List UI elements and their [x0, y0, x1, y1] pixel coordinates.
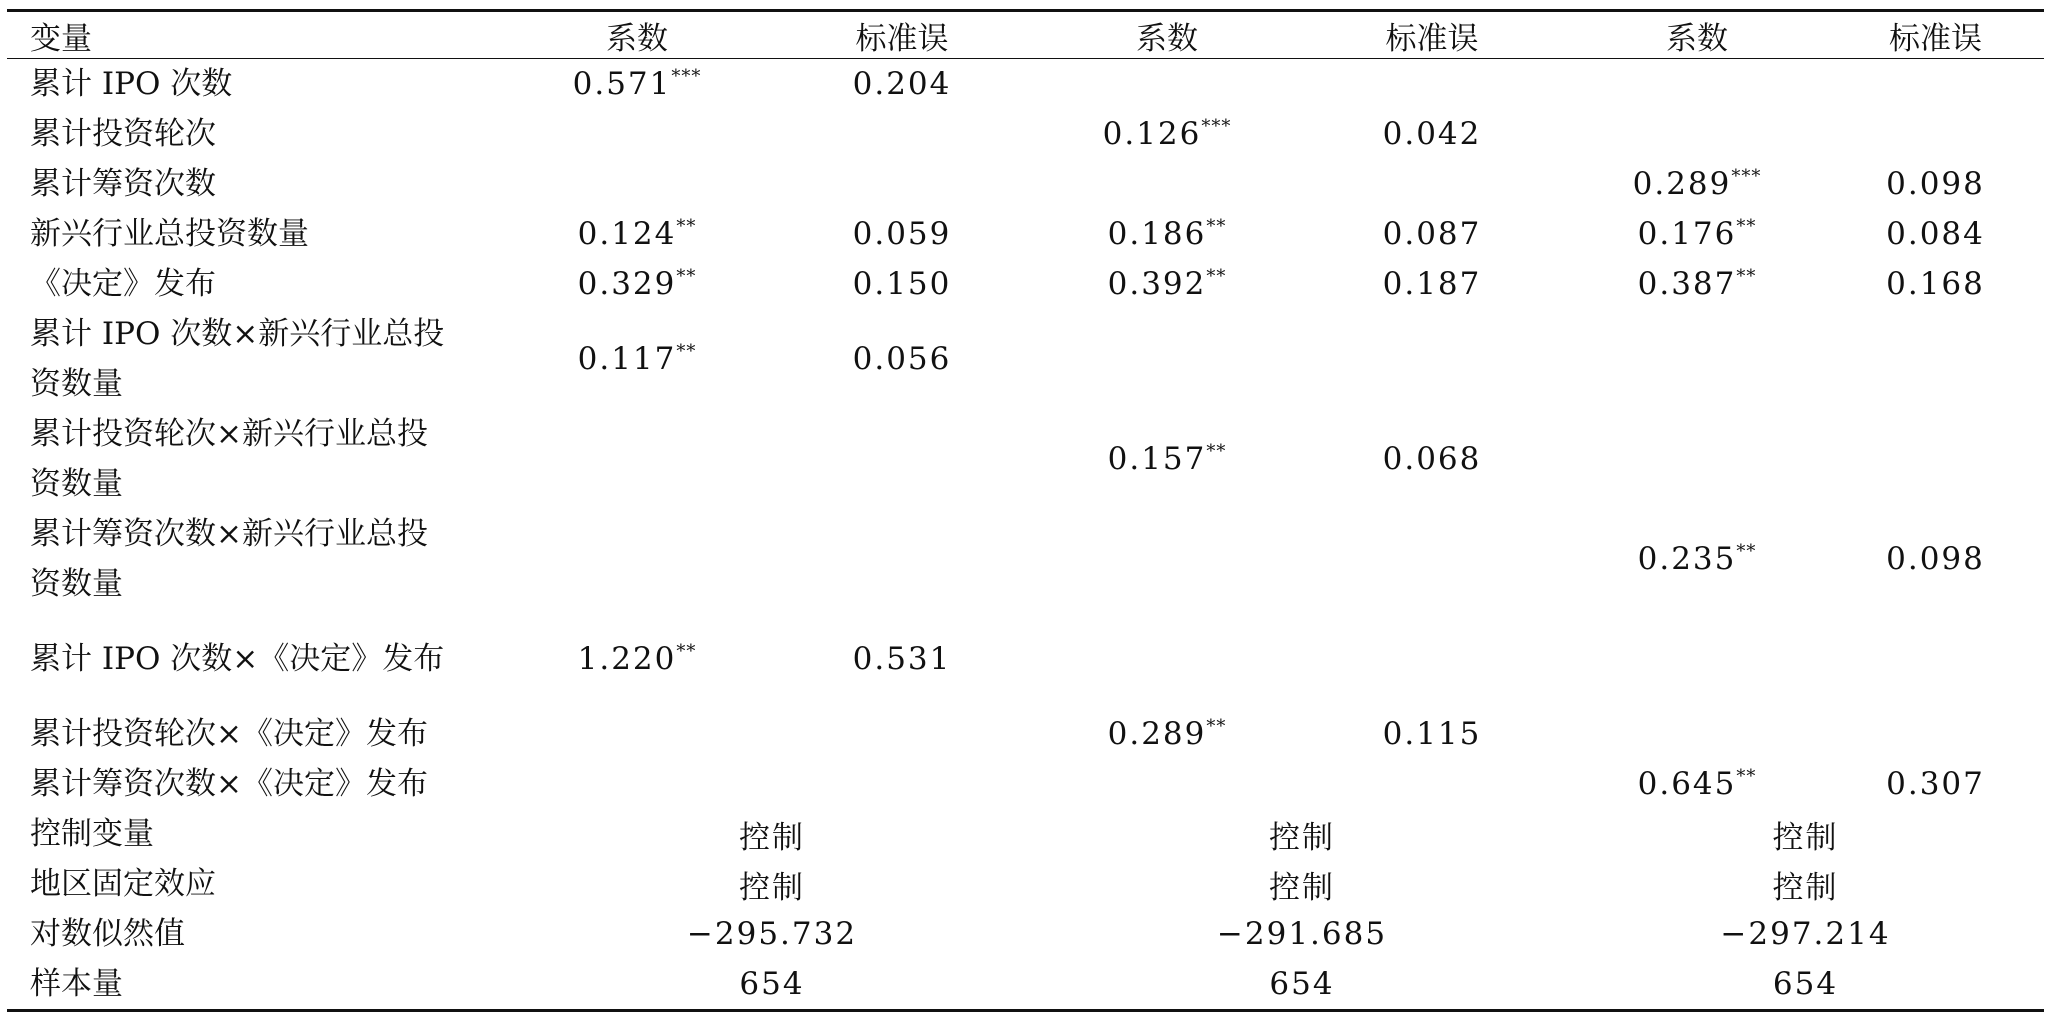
- coef-cell: [1567, 541, 1827, 577]
- cell-value: 0.645: [1637, 766, 1737, 802]
- coef-cell: [1567, 166, 1827, 202]
- model-summary-cell: 654: [1269, 966, 1335, 1002]
- coef-cell: [507, 266, 767, 302]
- table-row: [7, 609, 2044, 709]
- cell-value: 0.124: [577, 216, 677, 252]
- row-label: 对数似然值: [30, 916, 185, 952]
- significance-stars: **: [1206, 216, 1227, 237]
- coef-cell: [1567, 216, 1827, 252]
- table-row: [7, 209, 2044, 259]
- model-summary-cell: −291.685: [1216, 916, 1388, 952]
- cell-value: 0.235: [1637, 541, 1737, 577]
- se-cell: [767, 66, 1037, 102]
- header-se-2: 标准误: [1385, 20, 1479, 57]
- table-row: [7, 409, 2044, 509]
- cell-value: 0.186: [1107, 216, 1207, 252]
- significance-stars: ***: [1201, 116, 1232, 137]
- table-row: [7, 309, 2044, 409]
- cell-value: 0.087: [1382, 216, 1482, 252]
- model-summary-cell: 控制: [739, 819, 805, 856]
- se-cell: [1297, 441, 1567, 477]
- table-row: [7, 159, 2044, 209]
- row-label: 控制变量: [30, 816, 154, 852]
- significance-stars: **: [1206, 441, 1227, 462]
- footer-row: [7, 809, 2044, 859]
- table-row: [7, 709, 2044, 759]
- table-row: [7, 259, 2044, 309]
- cell-value: 0.084: [1886, 216, 1985, 252]
- cell-value: 0.115: [1382, 716, 1482, 752]
- footer-row: [7, 859, 2044, 909]
- coef-cell: [1037, 216, 1297, 252]
- se-cell: [1827, 266, 2044, 302]
- coef-cell: [1567, 766, 1827, 802]
- cell-value: 1.220: [577, 641, 677, 677]
- cell-value: 0.056: [852, 341, 952, 377]
- table-body: [7, 59, 2044, 1009]
- row-label: 新兴行业总投资数量: [30, 216, 309, 252]
- cell-value: 0.176: [1637, 216, 1737, 252]
- significance-stars: **: [1206, 716, 1227, 737]
- cell-value: 0.168: [1886, 266, 1985, 302]
- cell-value: 0.059: [852, 216, 952, 252]
- header-coef-2: 系数: [1136, 20, 1198, 57]
- row-label: 《决定》发布: [30, 266, 216, 302]
- se-cell: [1827, 166, 2044, 202]
- footer-row: [7, 959, 2044, 1009]
- coef-cell: [1567, 266, 1827, 302]
- model-summary-cell: 控制: [1772, 869, 1839, 906]
- significance-stars: **: [676, 266, 697, 287]
- model-summary-cell: −297.214: [1720, 916, 1891, 952]
- row-label: 样本量: [30, 966, 123, 1002]
- cell-value: 0.150: [852, 266, 952, 302]
- table-row: [7, 509, 2044, 609]
- row-label: 累计投资轮次×新兴行业总投资数量: [30, 416, 428, 502]
- cell-value: 0.042: [1382, 116, 1482, 152]
- row-label: 累计 IPO 次数: [30, 66, 233, 102]
- model-summary-cell: 控制: [1269, 869, 1335, 906]
- significance-stars: **: [676, 341, 697, 362]
- se-cell: [767, 266, 1037, 302]
- cell-value: 0.068: [1382, 441, 1482, 477]
- cell-value: 0.126: [1102, 116, 1202, 152]
- cell-value: 0.307: [1886, 766, 1985, 802]
- significance-stars: **: [676, 216, 697, 237]
- se-cell: [1827, 216, 2044, 252]
- cell-value: 0.098: [1886, 541, 1985, 577]
- cell-value: 0.392: [1107, 266, 1207, 302]
- cell-value: 0.387: [1637, 266, 1737, 302]
- coef-cell: [1037, 116, 1297, 152]
- significance-stars: **: [1736, 216, 1757, 237]
- model-summary-cell: −295.732: [686, 916, 858, 952]
- significance-stars: **: [1736, 766, 1757, 787]
- row-label: 累计 IPO 次数×《决定》发布: [30, 641, 445, 677]
- cell-value: 0.098: [1886, 166, 1985, 202]
- cell-value: 0.187: [1382, 266, 1482, 302]
- header-variable: 变量: [30, 20, 92, 57]
- coef-cell: [507, 641, 767, 677]
- se-cell: [1297, 266, 1567, 302]
- se-cell: [767, 341, 1037, 377]
- model-summary-cell: 控制: [1269, 819, 1335, 856]
- coef-cell: [1037, 441, 1297, 477]
- se-cell: [767, 216, 1037, 252]
- cell-value: 0.157: [1107, 441, 1207, 477]
- table-row: [7, 109, 2044, 159]
- header-row: [7, 12, 2044, 58]
- row-label: 累计筹资次数: [30, 166, 216, 202]
- significance-stars: **: [1736, 266, 1757, 287]
- se-cell: [1297, 116, 1567, 152]
- model-summary-cell: 控制: [1772, 819, 1839, 856]
- footer-row: [7, 909, 2044, 959]
- regression-table: [7, 9, 2044, 1012]
- row-label: 累计投资轮次: [30, 116, 216, 152]
- significance-stars: ***: [671, 66, 702, 87]
- se-cell: [1297, 216, 1567, 252]
- model-summary-cell: 654: [1772, 966, 1839, 1002]
- cell-value: 0.289: [1107, 716, 1207, 752]
- header-se-3: 标准误: [1889, 20, 1982, 57]
- coef-cell: [1037, 266, 1297, 302]
- coef-cell: [507, 341, 767, 377]
- significance-stars: **: [1736, 541, 1757, 562]
- se-cell: [767, 641, 1037, 677]
- cell-value: 0.117: [577, 341, 677, 377]
- header-coef-3: 系数: [1666, 20, 1728, 57]
- se-cell: [1827, 766, 2044, 802]
- row-label: 累计投资轮次×《决定》发布: [30, 716, 428, 752]
- row-label: 累计筹资次数×新兴行业总投资数量: [30, 516, 428, 602]
- cell-value: 0.204: [852, 66, 952, 102]
- row-label: 地区固定效应: [30, 866, 216, 902]
- header-coef-1: 系数: [606, 20, 668, 57]
- coef-cell: [1037, 716, 1297, 752]
- coef-cell: [507, 216, 767, 252]
- model-summary-cell: 654: [739, 966, 805, 1002]
- table-row: [7, 759, 2044, 809]
- row-label: 累计筹资次数×《决定》发布: [30, 766, 428, 802]
- cell-value: 0.531: [852, 641, 952, 677]
- row-label: 累计 IPO 次数×新兴行业总投资数量: [30, 316, 445, 402]
- coef-cell: [507, 66, 767, 102]
- significance-stars: **: [1206, 266, 1227, 287]
- se-cell: [1297, 716, 1567, 752]
- significance-stars: **: [676, 641, 697, 662]
- significance-stars: ***: [1731, 166, 1762, 187]
- model-summary-cell: 控制: [739, 869, 805, 906]
- table-row: [7, 59, 2044, 109]
- cell-value: 0.289: [1632, 166, 1732, 202]
- header-se-1: 标准误: [855, 20, 949, 57]
- se-cell: [1827, 541, 2044, 577]
- cell-value: 0.329: [577, 266, 677, 302]
- cell-value: 0.571: [572, 66, 672, 102]
